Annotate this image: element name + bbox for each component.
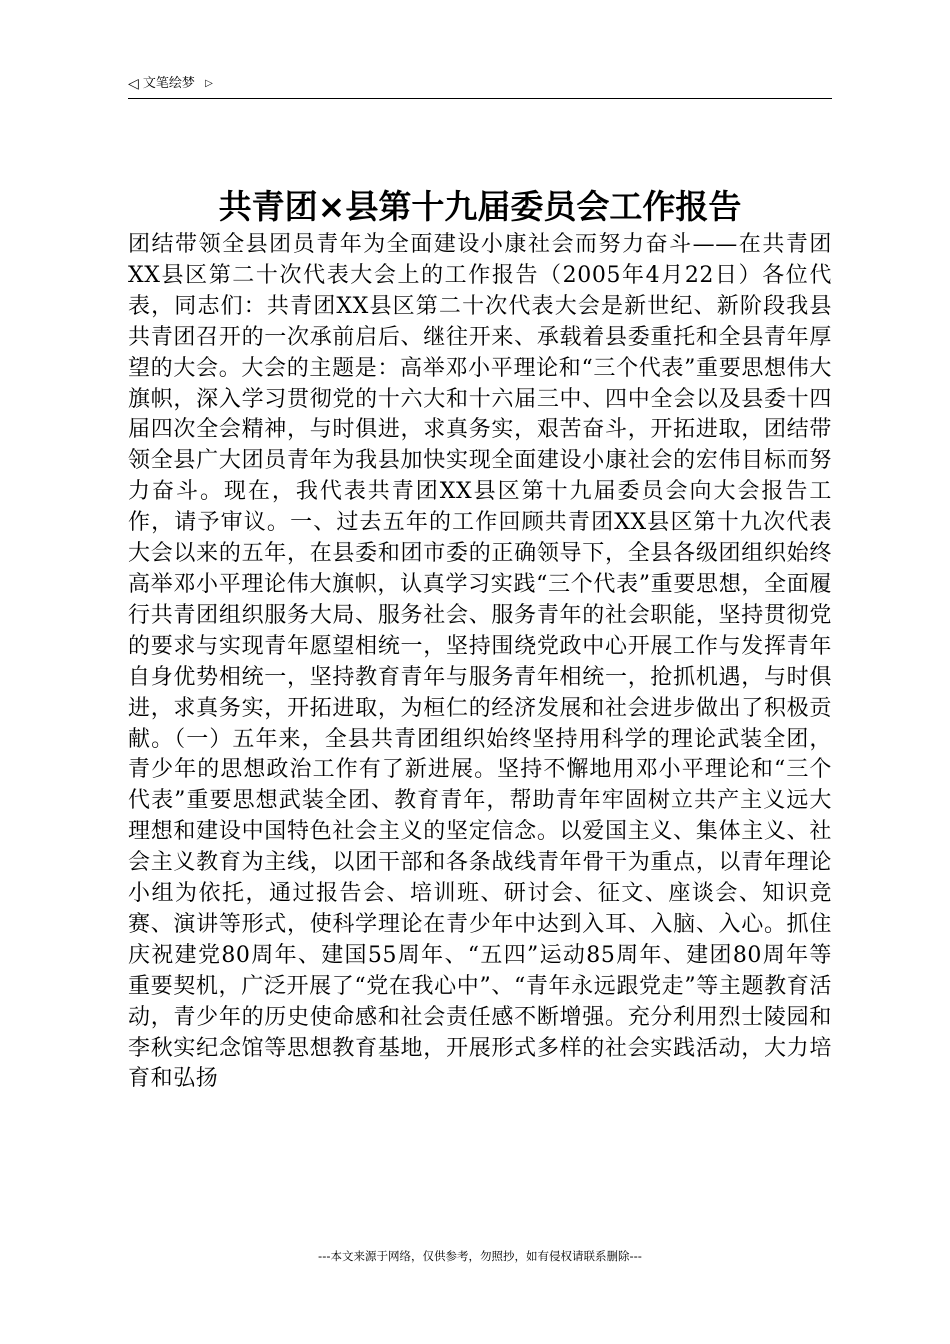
- page-header: [128, 74, 832, 99]
- page-footer-notice: ---本文来源于网络，仅供参考，勿照抄，如有侵权请联系删除---: [318, 1249, 642, 1263]
- header-brand: 文笔绘梦: [142, 76, 195, 91]
- triangle-right-icon: ▷: [205, 78, 213, 89]
- document-body: 团结带领全县团员青年为全面建设小康社会而努力奋斗——在共青团XX县区第二十次代表大会上的工作报告（2005年4月22日）各位代表，同志们：共青团XX县区第二十次代表大会是新世纪、新阶段我县共青团召开的一次承前启后、继往开来、承载着县委重托和全县青年厚望的大会。大会的主题是：高举邓小平理论和“三个代表”重要思想伟大旗帜，深入学习贯彻党的十六大和十六届三中、四中全会以及县委十四届四次全会精神，与时俱进，求真务实，艰苦奋斗，开拓进取，团结带领全县广大团员青年为我县加快实现全面建设小康社会的宏伟目标而努力奋斗。现在，我代表共青团XX县区第十九届委员会向大会报告工作，请予审议。一、过去五年的工作回顾共青团XX县区第十九次代表大会以来的五年，在县委和团市委的正确领导下，全县各级团组织始终高举邓小平理论伟大旗帜，认真学习实践“三个代表”重要思想，全面履行共青团组织服务大局、服务社会、服务青年的社会职能，坚持贯彻党的要求与实现青年愿望相统一，坚持围绕党政中心开展工作与发挥青年自身优势相统一，坚持教育青年与服务青年相统一，抢抓机遇，与时俱进，求真务实，开拓进取，为桓仁的经济发展和社会进步做出了积极贡献。（一）五年来，全县共青团组织始终坚持用科学的理论武装全团，青少年的思想政治工作有了新进展。坚持不懈地用邓小平理论和“三个代表”重要思想武装全团、教育青年，帮助青年牢固树立共产主义远大理想和建设中国特色社会主义的坚定信念。以爱国主义、集体主义、社会主义教育为主线，以团干部和各条战线青年骨干为重点，以青年理论小组为依托，通过报告会、培训班、研讨会、征文、座谈会、知识竞赛、演讲等形式，使科学理论在青少年中达到入耳、入脑、入心。抓住庆祝建党80周年、建国55周年、“五四”运动85周年、建团80周年等重要契机，广泛开展了“党在我心中”、“青年永远跟党走”等主题教育活动，青少年的历史使命感和社会责任感不断增强。充分利用烈士陵园和李秋实纪念馆等思想教育基地，开展形式多样的社会实践活动，大力培育和弘扬: [128, 232, 832, 1092]
- document-title: 共青团×县第十九届委员会工作报告: [218, 187, 742, 226]
- triangle-left-icon: ◁: [128, 76, 139, 92]
